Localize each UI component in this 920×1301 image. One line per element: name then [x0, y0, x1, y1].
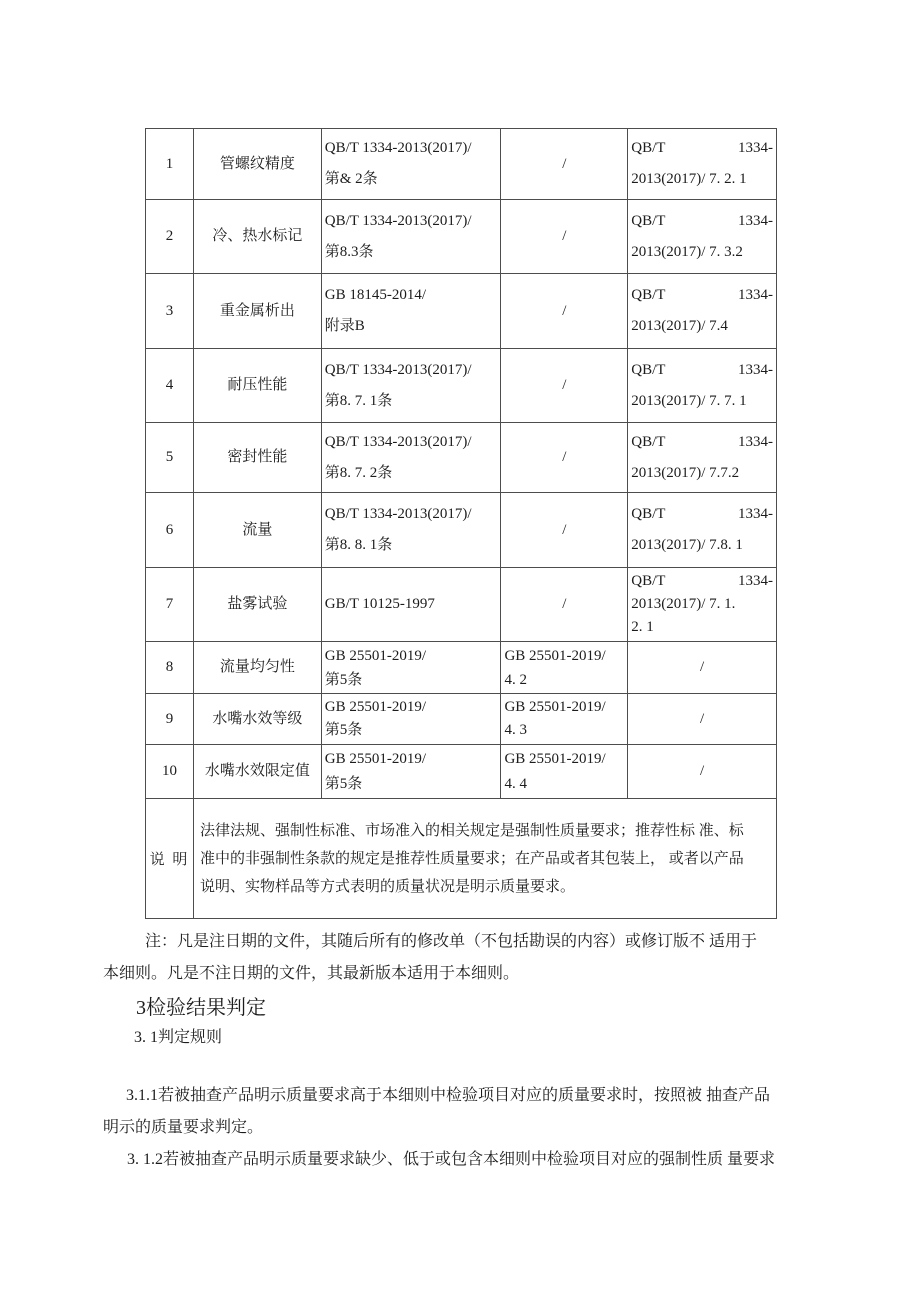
cell-line: 第& 2条	[324, 171, 378, 187]
item-name-cell	[194, 129, 322, 200]
row-number-cell	[146, 694, 194, 745]
paragraph-312-line-1: 3. 1.2若被抽查产品明示质量要求缺少、低于或包含本细则中检验项目对应的强制性质 量要求	[127, 1151, 776, 1168]
cell-line: QB/T 1334-2013(2017)/	[324, 506, 472, 522]
table-row	[146, 568, 777, 642]
cell-line: 1	[165, 155, 174, 172]
justified-line	[631, 499, 773, 530]
item-name-cell	[194, 568, 322, 642]
note-line: 说明、实物样品等方式表明的质量状况是明示质量要求。	[199, 878, 575, 895]
note-text	[194, 799, 777, 919]
paragraph-311-line-2: 明示的质量要求判定。	[103, 1119, 264, 1136]
note-row	[146, 799, 777, 919]
justified-line	[631, 427, 773, 458]
secondary-basis-cell	[501, 568, 628, 642]
cell-line: 7	[165, 596, 174, 612]
cell-line: 第5条	[324, 671, 363, 688]
judgment-basis-cell	[628, 568, 777, 642]
cell-line: 第8. 7. 1条	[324, 392, 393, 409]
cell-line: 管螺纹精度	[219, 155, 295, 172]
cell-line: 第5条	[324, 775, 363, 792]
row-number-cell	[146, 349, 194, 423]
secondary-basis-cell	[501, 423, 628, 493]
row-number-cell	[146, 493, 194, 568]
item-name-cell	[194, 200, 322, 274]
row-number-cell	[146, 129, 194, 200]
standard-basis-cell	[322, 642, 502, 694]
line-segment: QB/T	[631, 287, 666, 303]
item-name-cell	[194, 423, 322, 493]
cell-line: 2013(2017)/ 7.8. 1	[631, 537, 743, 553]
secondary-basis-cell	[501, 200, 628, 274]
inspection-table	[145, 128, 777, 919]
line-segment: QB/T	[631, 361, 666, 378]
secondary-basis-cell	[501, 129, 628, 200]
table-row	[146, 745, 777, 799]
cell-line: GB/T 10125-1997	[324, 596, 435, 612]
cell-line: 水嘴水效等级	[212, 710, 303, 727]
cell-line: 2013(2017)/ 7. 3.2	[631, 243, 743, 260]
standard-basis-cell	[322, 423, 502, 493]
line-segment: 1334-	[738, 506, 773, 522]
judgment-basis-cell	[628, 694, 777, 745]
cell-line: 盐雾试验	[227, 596, 288, 612]
standard-basis-cell	[322, 200, 502, 274]
line-segment: QB/T	[631, 573, 666, 589]
footnote-line-2: 本细则。凡是不注日期的文件，其最新版本适用于本细则。	[103, 965, 520, 982]
judgment-basis-cell	[628, 493, 777, 568]
cell-line: 2	[165, 228, 174, 244]
table-row	[146, 423, 777, 493]
cell-line: 2013(2017)/ 7.7.2	[631, 464, 740, 481]
cell-line: 5	[165, 449, 174, 465]
cell-line: GB 25501-2019/	[504, 647, 606, 664]
justified-line	[631, 570, 773, 593]
secondary-basis-cell	[501, 274, 628, 349]
standard-basis-cell	[322, 493, 502, 568]
line-segment: QB/T	[631, 433, 666, 450]
cell-line: /	[562, 596, 567, 612]
row-number-cell	[146, 642, 194, 694]
justified-line	[631, 280, 773, 311]
cell-line: /	[562, 521, 567, 538]
cell-line: 2013(2017)/ 7. 1.	[631, 596, 736, 612]
cell-line: 附录B	[324, 318, 365, 334]
standard-basis-cell	[322, 568, 502, 642]
line-segment: QB/T	[631, 212, 666, 229]
standard-basis-cell	[322, 694, 502, 745]
cell-line: /	[700, 659, 705, 675]
table-row	[146, 274, 777, 349]
item-name-cell	[194, 745, 322, 799]
cell-line: GB 25501-2019/	[324, 647, 426, 664]
cell-line: 第8. 8. 1条	[324, 537, 393, 553]
cell-line: 冷、热水标记	[212, 228, 303, 244]
line-segment: QB/T	[631, 506, 666, 522]
cell-line: /	[562, 449, 567, 465]
justified-line	[631, 355, 773, 386]
line-segment: 1334-	[738, 140, 773, 156]
cell-line: 9	[165, 710, 174, 727]
cell-line: GB 25501-2019/	[324, 750, 426, 767]
judgment-basis-cell	[628, 200, 777, 274]
item-name-cell	[194, 694, 322, 745]
cell-line: /	[562, 228, 567, 244]
standard-basis-cell	[322, 349, 502, 423]
secondary-basis-cell	[501, 642, 628, 694]
note-line: 法律法规、强制性标准、市场准入的相关规定是强制性质量要求；推荐性标 准、标	[199, 822, 744, 839]
cell-line: GB 18145-2014/	[324, 287, 426, 303]
section-heading: 3检验结果判定	[136, 997, 266, 1019]
item-name-cell	[194, 274, 322, 349]
judgment-basis-cell	[628, 642, 777, 694]
cell-line: /	[700, 763, 705, 779]
paragraph-311-line-1: 3.1.1若被抽查产品明示质量要求高于本细则中检验项目对应的质量要求时，按照被 抽查产品	[126, 1087, 771, 1104]
cell-line: 3	[165, 302, 174, 319]
row-number-cell	[146, 274, 194, 349]
cell-line: 第8. 7. 2条	[324, 464, 393, 481]
row-number-cell	[146, 568, 194, 642]
cell-line: 2013(2017)/ 7. 2. 1	[631, 171, 747, 187]
standard-basis-cell	[322, 745, 502, 799]
note-line: 准中的非强制性条款的规定是推荐性质量要求；在产品或者其包装上， 或者以产品	[199, 850, 744, 867]
item-name-cell	[194, 642, 322, 694]
cell-line: /	[562, 155, 567, 172]
cell-line: QB/T 1334-2013(2017)/	[324, 433, 472, 450]
cell-line: 水嘴水效限定值	[204, 763, 310, 779]
cell-line: 8	[165, 659, 174, 675]
cell-line: /	[562, 302, 567, 319]
line-segment: 1334-	[738, 433, 773, 450]
judgment-basis-cell	[628, 274, 777, 349]
cell-line: /	[700, 710, 705, 727]
cell-line: 10	[161, 763, 177, 779]
table-row	[146, 642, 777, 694]
judgment-basis-cell	[628, 745, 777, 799]
secondary-basis-cell	[501, 349, 628, 423]
row-number-cell	[146, 200, 194, 274]
cell-line: QB/T 1334-2013(2017)/	[324, 212, 472, 229]
table-row	[146, 129, 777, 200]
cell-line: QB/T 1334-2013(2017)/	[324, 140, 472, 156]
secondary-basis-cell	[501, 493, 628, 568]
line-segment: QB/T	[631, 140, 666, 156]
line-segment: 1334-	[738, 361, 773, 378]
cell-line: GB 25501-2019/	[504, 699, 606, 715]
table-row	[146, 200, 777, 274]
cell-line: 流量均匀性	[219, 659, 295, 675]
cell-line: GB 25501-2019/	[504, 750, 606, 767]
cell-line: 4. 2	[504, 671, 527, 688]
table-row	[146, 493, 777, 568]
note-label: 说 明	[146, 799, 194, 919]
cell-line: 重金属析出	[219, 302, 295, 319]
judgment-basis-cell	[628, 129, 777, 200]
cell-line: 2013(2017)/ 7.4	[631, 318, 728, 334]
cell-line: 6	[165, 521, 174, 538]
row-number-cell	[146, 423, 194, 493]
cell-line: 耐压性能	[227, 377, 288, 393]
standard-basis-cell	[322, 129, 502, 200]
footnote-line-1: 注：凡是注日期的文件，其随后所有的修改单（不包括勘误的内容）或修订版不 适用于	[145, 933, 758, 950]
line-segment: 1334-	[738, 287, 773, 303]
justified-line	[631, 133, 773, 164]
cell-line: QB/T 1334-2013(2017)/	[324, 361, 472, 378]
cell-line: 4. 3	[504, 722, 527, 738]
secondary-basis-cell	[501, 745, 628, 799]
cell-line: 2013(2017)/ 7. 7. 1	[631, 392, 747, 409]
cell-line: 第5条	[324, 722, 363, 738]
cell-line: 2. 1	[631, 619, 654, 635]
item-name-cell	[194, 349, 322, 423]
cell-line: 4	[165, 377, 174, 393]
secondary-basis-cell	[501, 694, 628, 745]
justified-line	[631, 206, 773, 237]
judgment-basis-cell	[628, 349, 777, 423]
line-segment: 1334-	[738, 212, 773, 229]
line-segment: 1334-	[738, 573, 773, 589]
cell-line: 4. 4	[504, 775, 527, 792]
standard-basis-cell	[322, 274, 502, 349]
cell-line: 第8.3条	[324, 243, 374, 260]
cell-line: 流量	[242, 521, 273, 538]
cell-line: 密封性能	[227, 449, 288, 465]
judgment-basis-cell	[628, 423, 777, 493]
item-name-cell	[194, 493, 322, 568]
table-row	[146, 694, 777, 745]
subsection-heading: 3. 1判定规则	[134, 1029, 223, 1046]
table-row	[146, 349, 777, 423]
cell-line: GB 25501-2019/	[324, 699, 426, 715]
cell-line: /	[562, 377, 567, 393]
row-number-cell	[146, 745, 194, 799]
